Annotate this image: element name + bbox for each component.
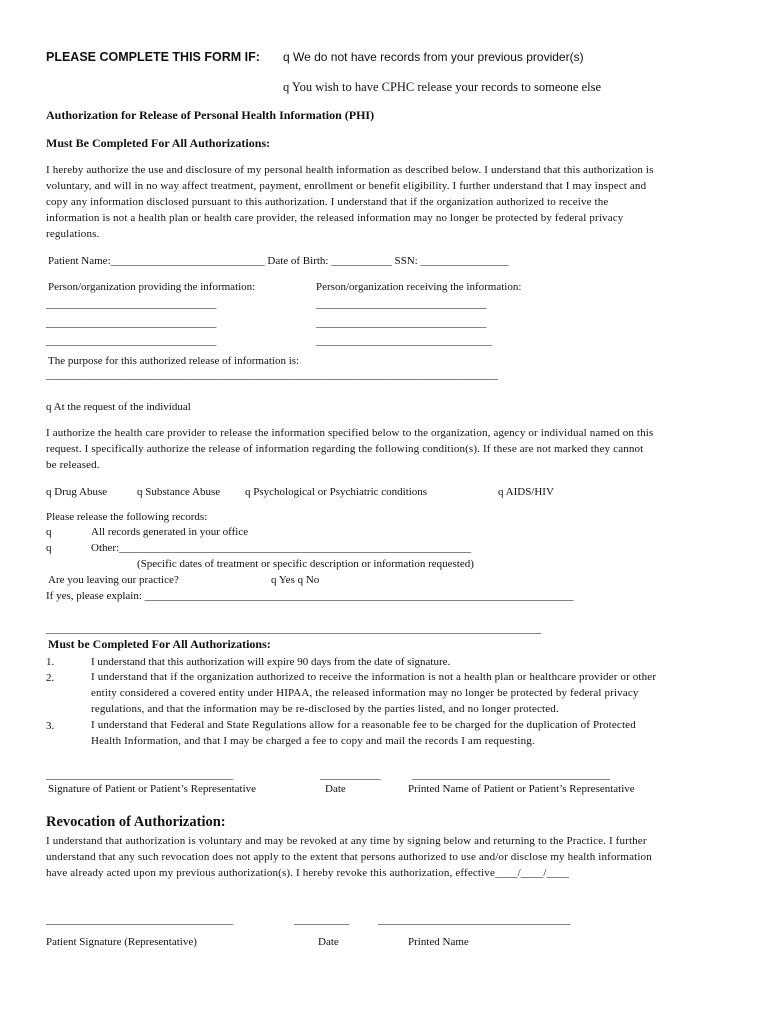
other-records-checkbox[interactable]: q xyxy=(46,542,52,554)
list-item-text xyxy=(91,669,656,717)
condition-paragraph xyxy=(46,425,653,473)
revocation-signature-field[interactable]: __________________________________ xyxy=(46,914,233,926)
authorization-intro xyxy=(46,162,654,242)
revocation-date-field[interactable]: __________ xyxy=(294,914,349,926)
revocation-line: I understand that authorization is voluntary and may be revoked at any time by signing below and returning to the Practice. I further xyxy=(46,835,647,847)
receiving-field-2[interactable]: _______________________________ xyxy=(316,317,487,329)
printed-name-field[interactable]: ____________________________________ xyxy=(412,769,610,781)
leaving-yes-no-checkboxes[interactable]: q Yes q No xyxy=(271,574,320,586)
purpose-label: The purpose for this authorized release of information is: xyxy=(48,355,300,367)
list-item-line: Health Information, and that I may be charged a fee to copy and mail the records I am requesting. xyxy=(91,735,535,747)
records-label: Please release the following records: xyxy=(46,511,208,523)
revocation-heading: Revocation of Authorization: xyxy=(46,814,226,830)
condition-line: be released. xyxy=(46,459,100,471)
option-no-records[interactable]: q We do not have records from your previous provider(s) xyxy=(283,50,584,64)
request-checkbox[interactable]: q At the request of the individual xyxy=(46,401,191,413)
revocation-printed-name-label: Printed Name xyxy=(408,936,469,948)
providing-field-2[interactable]: _______________________________ xyxy=(46,317,217,329)
authorization-subheading: Must Be Completed For All Authorizations: xyxy=(46,136,271,150)
providing-field-1[interactable]: _______________________________ xyxy=(46,298,217,310)
list-item-number: 3. xyxy=(46,720,55,732)
condition-line: I authorize the health care provider to release the information specified below to the organization, agency or individual named on this xyxy=(46,427,654,439)
revocation-signature-label: Patient Signature (Representative) xyxy=(46,936,197,948)
intro-line: information is not a health plan or health care provider, the released information may no longer be protected by federal privacy xyxy=(46,212,624,224)
printed-name-label: Printed Name of Patient or Patient’s Representative xyxy=(408,783,635,795)
purpose-field[interactable]: ——————————————————————————————————————————— xyxy=(46,373,498,385)
intro-line: I hereby authorize the use and disclosure of my personal health information as described below. I understand that this authorization is xyxy=(46,164,654,176)
providing-label: Person/organization providing the information: xyxy=(48,281,256,293)
authorization-heading: Authorization for Release of Personal Health Information (PHI) xyxy=(46,108,375,122)
patient-info-fields[interactable]: Patient Name:____________________________ Date of Birth: ___________ SSN: ________________ xyxy=(48,255,509,267)
intro-line: voluntary, and will in no way affect treatment, payment, enrollment or benefit eligibility. I further understand that I may inspect and xyxy=(46,180,647,192)
other-records-field[interactable]: Other:________________________________________________________________ xyxy=(91,542,472,554)
receiving-field-3[interactable]: ________________________________ xyxy=(316,335,492,347)
list-item-line: I understand that Federal and State Regulations allow for a reasonable fee to be charged for the duplication of Protected xyxy=(91,719,636,731)
all-records-checkbox[interactable]: q xyxy=(46,526,52,538)
revocation-paragraph xyxy=(46,833,652,881)
revocation-line: understand that any such revocation does not apply to the extent that persons authorized to use and/or disclose my health information xyxy=(46,851,652,863)
psych-conditions-checkbox[interactable]: q Psychological or Psychiatric conditions xyxy=(245,486,428,498)
list-item-text: I understand that this authorization will expire 90 days from the date of signature. xyxy=(91,656,451,668)
intro-line: regulations. xyxy=(46,228,100,240)
all-records-label: All records generated in your office xyxy=(91,526,249,538)
intro-line: copy any information disclosed pursuant to this authorization. I understand that if the organization authorized to receive the xyxy=(46,196,609,208)
form-title: PLEASE COMPLETE THIS FORM IF: xyxy=(46,50,260,64)
revocation-printed-name-field[interactable]: ___________________________________ xyxy=(378,914,571,926)
list-item-number: 2. xyxy=(46,672,55,684)
providing-field-3[interactable]: _______________________________ xyxy=(46,335,217,347)
must-complete-heading: Must be Completed For All Authorizations: xyxy=(48,637,271,651)
leaving-question: Are you leaving our practice? xyxy=(48,574,179,586)
condition-line: request. I specifically authorize the release of information regarding the following condition(s). If these are not marked they cannot xyxy=(46,443,644,455)
receiving-label: Person/organization receiving the information: xyxy=(316,281,522,293)
date-label: Date xyxy=(325,783,346,795)
drug-abuse-checkbox[interactable]: q Drug Abuse xyxy=(46,486,108,498)
signature-label: Signature of Patient or Patient’s Representative xyxy=(48,783,257,795)
aids-hiv-checkbox[interactable]: q AIDS/HIV xyxy=(498,486,554,498)
revocation-line[interactable]: have already acted upon my previous authorization(s). I hereby revoke this authorization, effective____/____/____ xyxy=(46,867,570,879)
patient-signature-field[interactable]: __________________________________ xyxy=(46,769,233,781)
list-item-line: regulations, and that the information may be re-disclosed by the parties listed, and no longer protected. xyxy=(91,703,559,715)
list-item-line: entity considered a covered entity under HIPAA, the released information may no longer be protected by federal privacy xyxy=(91,687,639,699)
list-item-text xyxy=(91,717,636,749)
signature-date-field[interactable]: ___________ xyxy=(320,769,381,781)
receiving-field-1[interactable]: _______________________________ xyxy=(316,298,487,310)
list-item-number: 1. xyxy=(46,656,55,668)
explain-field-extra[interactable]: __________________________________________________________________________________________ xyxy=(46,623,541,635)
list-item-line: I understand that if the organization authorized to receive the information is not a health plan or healthcare provider or other xyxy=(91,671,657,683)
substance-abuse-checkbox[interactable]: q Substance Abuse xyxy=(137,486,221,498)
option-release-records[interactable]: q You wish to have CPHC release your records to someone else xyxy=(283,80,602,94)
revocation-date-label: Date xyxy=(318,936,339,948)
explain-field[interactable]: If yes, please explain: ______________________________________________________________________________ xyxy=(46,590,574,602)
records-note: (Specific dates of treatment or specific description or information requested) xyxy=(137,558,474,570)
